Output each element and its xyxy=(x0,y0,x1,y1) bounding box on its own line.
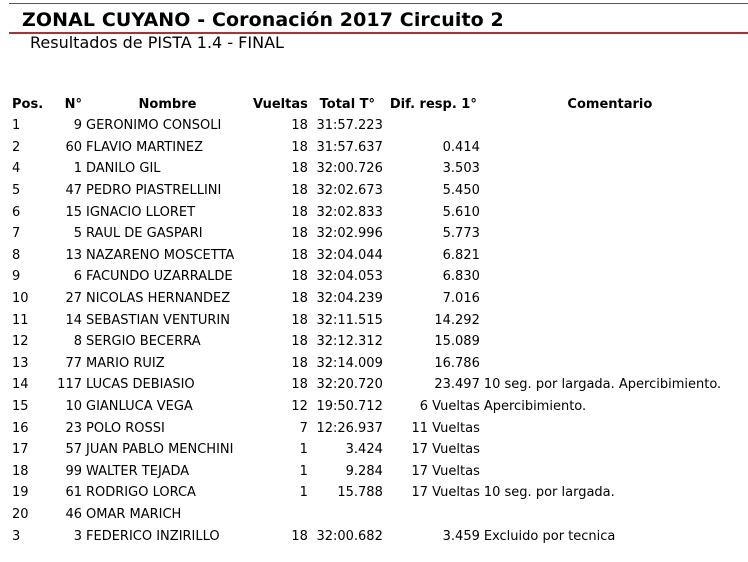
cell-dif: 17 Vueltas xyxy=(411,442,480,458)
cell-total: 32:04.044 xyxy=(316,247,383,263)
table-row xyxy=(10,525,738,547)
cell-comment xyxy=(482,353,738,375)
cell-laps: 18 xyxy=(291,377,308,393)
cell-dif xyxy=(385,115,482,137)
cell-total: 31:57.223 xyxy=(316,118,383,134)
cell-num: 9 xyxy=(73,118,82,134)
cell-pos: 6 xyxy=(12,204,21,220)
cell-pos: 15 xyxy=(12,399,29,415)
cell-num: 47 xyxy=(65,183,82,199)
cell-pos: 20 xyxy=(12,506,29,522)
results-header xyxy=(0,0,748,54)
cell-total: 32:14.009 xyxy=(316,355,383,371)
cell-name: DANILO GIL xyxy=(86,161,161,177)
page-title: ZONAL CUYANO - Coronación 2017 Circuito 2 xyxy=(22,9,504,31)
cell-pos: 18 xyxy=(12,463,29,479)
cell-comment: 10 seg. por largada. xyxy=(483,485,615,501)
cell-name: FEDERICO INZIRILLO xyxy=(86,528,220,544)
cell-name: RODRIGO LORCA xyxy=(86,485,196,501)
cell-laps: 7 xyxy=(299,420,308,436)
cell-name: SERGIO BECERRA xyxy=(86,334,201,350)
cell-total: 32:20.720 xyxy=(316,377,383,393)
cell-dif: 6.830 xyxy=(442,269,480,285)
cell-pos: 4 xyxy=(12,161,21,177)
cell-total: 32:02.673 xyxy=(316,183,383,199)
cell-pos: 12 xyxy=(12,334,29,350)
col-header-laps: Vueltas xyxy=(253,96,308,112)
cell-pos: 8 xyxy=(12,247,21,263)
cell-num: 23 xyxy=(65,420,82,436)
results-table-head xyxy=(10,93,738,115)
cell-laps: 18 xyxy=(291,334,308,350)
cell-laps: 18 xyxy=(291,183,308,199)
cell-comment xyxy=(482,201,738,223)
table-row xyxy=(10,439,738,461)
cell-num: 6 xyxy=(73,269,82,285)
cell-comment xyxy=(482,461,738,483)
cell-comment xyxy=(482,223,738,245)
table-row xyxy=(10,201,738,223)
page-subtitle: Resultados de PISTA 1.4 - FINAL xyxy=(30,33,284,52)
cell-name: IGNACIO LLORET xyxy=(86,204,196,220)
cell-pos: 3 xyxy=(12,528,21,544)
cell-dif: 14.292 xyxy=(434,312,480,328)
cell-num: 3 xyxy=(73,528,82,544)
cell-num: 10 xyxy=(65,399,82,415)
table-row xyxy=(10,353,738,375)
cell-name: GIANLUCA VEGA xyxy=(86,399,193,415)
cell-dif: 0.414 xyxy=(442,139,480,155)
cell-dif: 6.821 xyxy=(442,247,480,263)
col-header-num: N° xyxy=(64,96,82,112)
cell-comment xyxy=(482,245,738,267)
cell-laps: 18 xyxy=(291,204,308,220)
table-row xyxy=(10,504,738,526)
cell-total: 9.284 xyxy=(345,463,383,479)
cell-laps: 18 xyxy=(291,247,308,263)
cell-laps xyxy=(251,504,310,526)
cell-laps: 18 xyxy=(291,269,308,285)
header-row xyxy=(10,93,738,115)
cell-dif: 5.610 xyxy=(442,204,480,220)
cell-name: MARIO RUIZ xyxy=(86,355,165,371)
cell-total: 32:00.726 xyxy=(316,161,383,177)
table-row xyxy=(10,396,738,418)
cell-comment xyxy=(482,439,738,461)
cell-num: 27 xyxy=(65,291,82,307)
cell-total: 32:00.682 xyxy=(316,528,383,544)
cell-comment xyxy=(482,115,738,137)
cell-total: 32:11.515 xyxy=(316,312,383,328)
table-row xyxy=(10,266,738,288)
cell-pos: 1 xyxy=(12,118,21,134)
table-row xyxy=(10,461,738,483)
cell-laps: 18 xyxy=(291,312,308,328)
cell-comment xyxy=(482,331,738,353)
cell-dif: 7.016 xyxy=(442,291,480,307)
cell-total: 12:26.937 xyxy=(316,420,383,436)
cell-comment: 10 seg. por largada. Apercibimiento. xyxy=(483,377,722,393)
table-row xyxy=(10,245,738,267)
cell-laps: 1 xyxy=(299,463,308,479)
table-row xyxy=(10,374,738,396)
cell-dif: 5.773 xyxy=(442,226,480,242)
cell-comment xyxy=(482,137,738,159)
cell-dif: 3.503 xyxy=(442,161,480,177)
cell-num: 61 xyxy=(65,485,82,501)
cell-total: 31:57.637 xyxy=(316,139,383,155)
table-row xyxy=(10,137,738,159)
cell-laps: 1 xyxy=(299,485,308,501)
cell-num: 57 xyxy=(65,442,82,458)
cell-name: POLO ROSSI xyxy=(86,420,165,436)
cell-pos: 16 xyxy=(12,420,29,436)
cell-pos: 11 xyxy=(12,312,29,328)
col-header-dif: Dif. resp. 1° xyxy=(389,96,477,112)
cell-num: 1 xyxy=(73,161,82,177)
col-header-name: Nombre xyxy=(138,96,197,112)
cell-name: WALTER TEJADA xyxy=(86,463,190,479)
cell-total xyxy=(310,504,385,526)
cell-num: 8 xyxy=(73,334,82,350)
cell-dif: 16.786 xyxy=(434,355,480,371)
cell-num: 15 xyxy=(65,204,82,220)
cell-comment xyxy=(482,309,738,331)
table-row xyxy=(10,115,738,137)
table-row xyxy=(10,309,738,331)
table-row xyxy=(10,223,738,245)
cell-laps: 18 xyxy=(291,161,308,177)
col-header-total: Total T° xyxy=(319,96,376,112)
table-row xyxy=(10,180,738,202)
cell-name: SEBASTIAN VENTURIN xyxy=(86,312,230,328)
cell-num: 46 xyxy=(65,506,82,522)
cell-name: NAZARENO MOSCETTA xyxy=(86,247,235,263)
table-row xyxy=(10,417,738,439)
cell-num: 99 xyxy=(65,463,82,479)
col-header-comment: Comentario xyxy=(567,96,653,112)
cell-total: 19:50.712 xyxy=(316,399,383,415)
cell-num: 60 xyxy=(65,139,82,155)
cell-comment xyxy=(482,180,738,202)
cell-total: 15.788 xyxy=(337,485,383,501)
cell-name: PEDRO PIASTRELLINI xyxy=(86,183,222,199)
cell-laps: 18 xyxy=(291,291,308,307)
cell-comment xyxy=(482,158,738,180)
table-row xyxy=(10,482,738,504)
cell-pos: 13 xyxy=(12,355,29,371)
cell-dif: 15.089 xyxy=(434,334,480,350)
table-row xyxy=(10,158,738,180)
table-row xyxy=(10,288,738,310)
header-rule-top xyxy=(9,3,748,4)
cell-num: 5 xyxy=(73,226,82,242)
cell-pos: 17 xyxy=(12,442,29,458)
cell-pos: 7 xyxy=(12,226,21,242)
cell-pos: 9 xyxy=(12,269,21,285)
cell-pos: 5 xyxy=(12,183,21,199)
cell-pos: 19 xyxy=(12,485,29,501)
cell-name: FLAVIO MARTINEZ xyxy=(86,139,203,155)
cell-total: 32:02.996 xyxy=(316,226,383,242)
cell-total: 32:04.053 xyxy=(316,269,383,285)
results-table-body xyxy=(10,115,738,547)
cell-total: 32:12.312 xyxy=(316,334,383,350)
cell-name: GERONIMO CONSOLI xyxy=(86,118,222,134)
cell-name: RAUL DE GASPARI xyxy=(86,226,203,242)
cell-total: 32:02.833 xyxy=(316,204,383,220)
cell-laps: 1 xyxy=(299,442,308,458)
cell-laps: 18 xyxy=(291,355,308,371)
cell-laps: 18 xyxy=(291,118,308,134)
cell-comment xyxy=(482,266,738,288)
cell-total: 3.424 xyxy=(345,442,383,458)
cell-dif: 5.450 xyxy=(442,183,480,199)
cell-comment xyxy=(482,417,738,439)
cell-pos: 14 xyxy=(12,377,29,393)
results-table xyxy=(10,93,738,547)
cell-comment: Excluido por tecnica xyxy=(483,528,616,544)
cell-name: FACUNDO UZARRALDE xyxy=(86,269,233,285)
cell-dif: 11 Vueltas xyxy=(411,420,480,436)
cell-name: OMAR MARICH xyxy=(86,506,182,522)
cell-num: 77 xyxy=(65,355,82,371)
cell-num: 13 xyxy=(65,247,82,263)
cell-name: JUAN PABLO MENCHINI xyxy=(86,442,234,458)
cell-dif: 23.497 xyxy=(434,377,480,393)
col-header-pos: Pos. xyxy=(12,96,44,112)
cell-dif: 6 Vueltas xyxy=(419,399,480,415)
cell-dif: 17 Vueltas xyxy=(411,463,480,479)
cell-dif: 17 Vueltas xyxy=(411,485,480,501)
cell-num: 117 xyxy=(57,377,82,393)
cell-num: 14 xyxy=(65,312,82,328)
cell-dif xyxy=(385,504,482,526)
cell-name: LUCAS DEBIASIO xyxy=(86,377,195,393)
cell-laps: 18 xyxy=(291,226,308,242)
cell-comment: Apercibimiento. xyxy=(483,399,587,415)
cell-pos: 10 xyxy=(12,291,29,307)
cell-name: NICOLAS HERNANDEZ xyxy=(86,291,231,307)
cell-pos: 2 xyxy=(12,139,21,155)
cell-laps: 18 xyxy=(291,139,308,155)
table-row xyxy=(10,331,738,353)
cell-laps: 18 xyxy=(291,528,308,544)
cell-comment xyxy=(482,504,738,526)
cell-dif: 3.459 xyxy=(442,528,480,544)
cell-comment xyxy=(482,288,738,310)
cell-total: 32:04.239 xyxy=(316,291,383,307)
cell-laps: 12 xyxy=(291,399,308,415)
